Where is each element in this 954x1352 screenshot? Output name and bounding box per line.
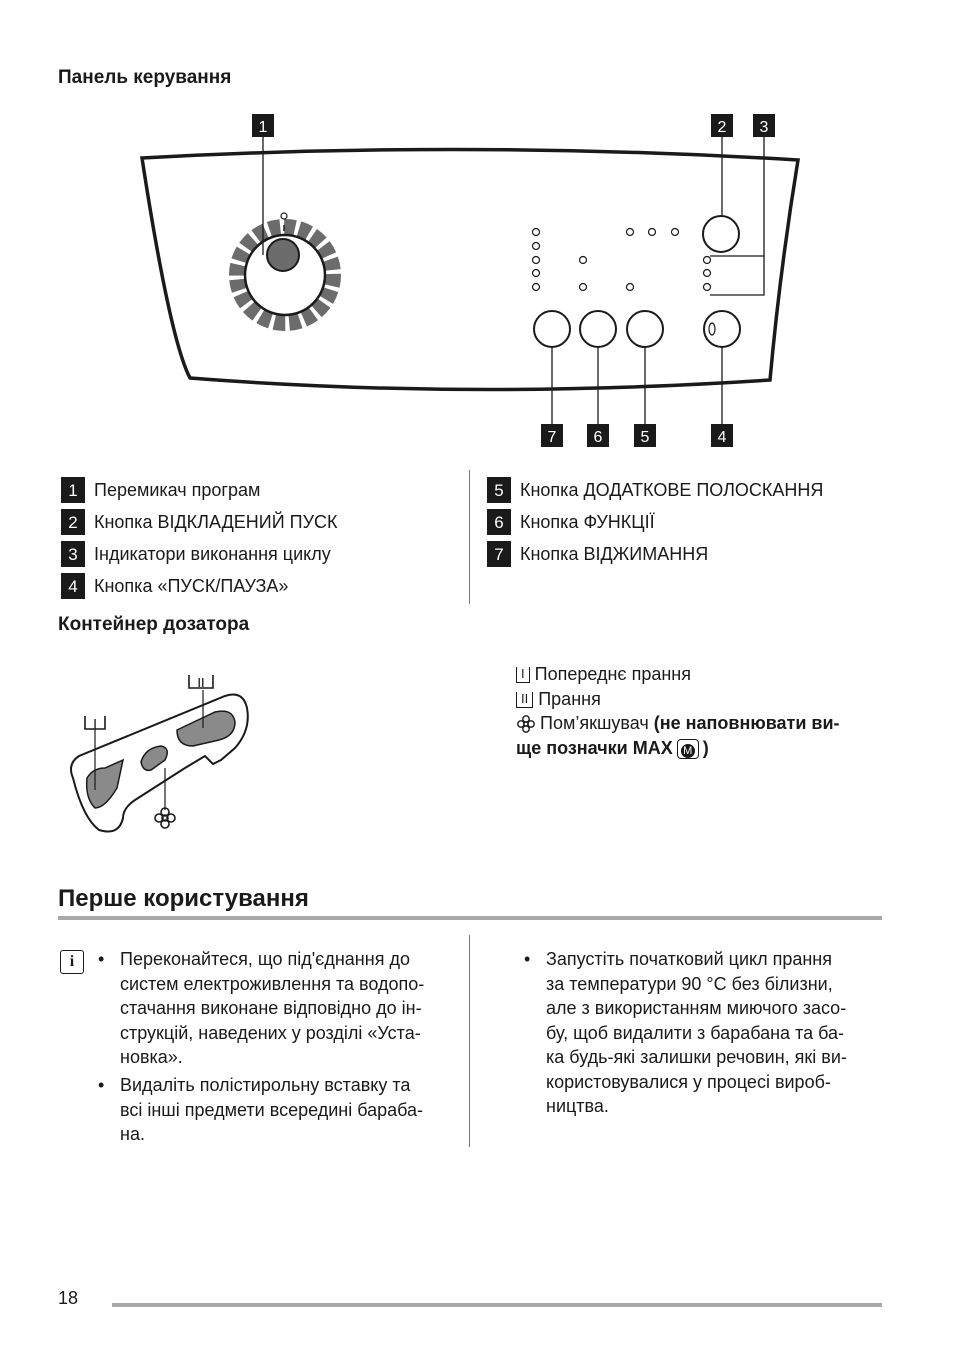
list-item: • Видаліть полістирольну вставку та всі інші предмети всередині бараба- на. <box>98 1075 424 1144</box>
svg-text:6: 6 <box>593 429 603 446</box>
dispenser-diagram <box>65 668 255 840</box>
legend-divider <box>469 470 470 604</box>
dispenser-title: Контейнер дозатора <box>58 614 250 635</box>
control-panel-diagram <box>130 110 820 450</box>
svg-text:2: 2 <box>717 119 727 136</box>
dial-marker <box>281 213 287 219</box>
label-wash-icon <box>189 675 213 690</box>
legend-item-2: 2 Кнопка ВІДКЛАДЕНИЙ ПУСК <box>61 509 338 535</box>
softener-max-label: ще позначки MAX M ) <box>516 738 709 758</box>
footer-rule <box>112 1303 882 1307</box>
legend-item-6: 6 Кнопка ФУНКЦІЇ <box>487 509 655 535</box>
callout-4 <box>711 424 733 447</box>
program-dial-knob <box>267 239 299 271</box>
svg-text:1: 1 <box>258 119 268 136</box>
callout-3 <box>753 114 775 137</box>
page-number: 18 <box>58 1288 79 1308</box>
legend-item-4: 4 Кнопка «ПУСК/ПАУЗА» <box>61 573 288 599</box>
functions-button-shape <box>580 311 616 347</box>
legend-item-3: 3 Індикатори виконання циклу <box>61 541 331 567</box>
svg-text:I: I <box>93 716 97 731</box>
prewash-label: I Попереднє прання <box>516 664 691 685</box>
indicator-leds <box>533 229 711 291</box>
list-item: • Переконайтеся, що під'єднання до систем електроживлення та водопо- стачання виконане відповідно до ін- струкцій, наведених у розділі «Уста- новка». <box>98 949 425 1067</box>
first-use-title: Перше користування <box>58 885 309 912</box>
max-mark-icon: M <box>677 739 699 759</box>
svg-text:3: 3 <box>759 119 769 136</box>
section-rule <box>58 916 882 920</box>
legend-item-5: 5 Кнопка ДОДАТКОВЕ ПОЛОСКАННЯ <box>487 477 823 503</box>
svg-text:4: 4 <box>717 429 727 446</box>
list-item: • Запустіть початковий цикл прання за температури 90 °C без білизни, але з використанням миючого засо- бу, щоб видалити з барабана та ба- ка будь-які залишки речовин, які ви- користовувалися у процесі вироб- ництва. <box>524 949 847 1116</box>
label-prewash-icon <box>85 716 105 731</box>
svg-text:II: II <box>197 675 205 690</box>
prewash-icon: I <box>516 667 530 683</box>
callout-5 <box>634 424 656 447</box>
flower-icon <box>516 715 536 733</box>
svg-text:5: 5 <box>640 429 650 446</box>
callout-2 <box>711 114 733 137</box>
svg-text:7: 7 <box>547 429 557 446</box>
extra-rinse-button-shape <box>627 311 663 347</box>
callout-7 <box>541 424 563 447</box>
callout-1 <box>252 114 274 137</box>
softener-label: Пом’якшувач (не наповнювати ви- <box>516 713 840 734</box>
wash-icon: II <box>516 692 533 708</box>
legend-item-7: 7 Кнопка ВІДЖИМАННЯ <box>487 541 708 567</box>
control-panel-title: Панель керування <box>58 67 232 88</box>
spin-button-shape <box>534 311 570 347</box>
flower-icon <box>155 808 175 828</box>
wash-label: II Прання <box>516 689 601 710</box>
delay-start-button-shape <box>703 216 739 252</box>
column-divider <box>469 935 470 1147</box>
callout-6 <box>587 424 609 447</box>
info-icon: i <box>60 950 84 974</box>
legend-item-1: 1 Перемикач програм <box>61 477 260 503</box>
